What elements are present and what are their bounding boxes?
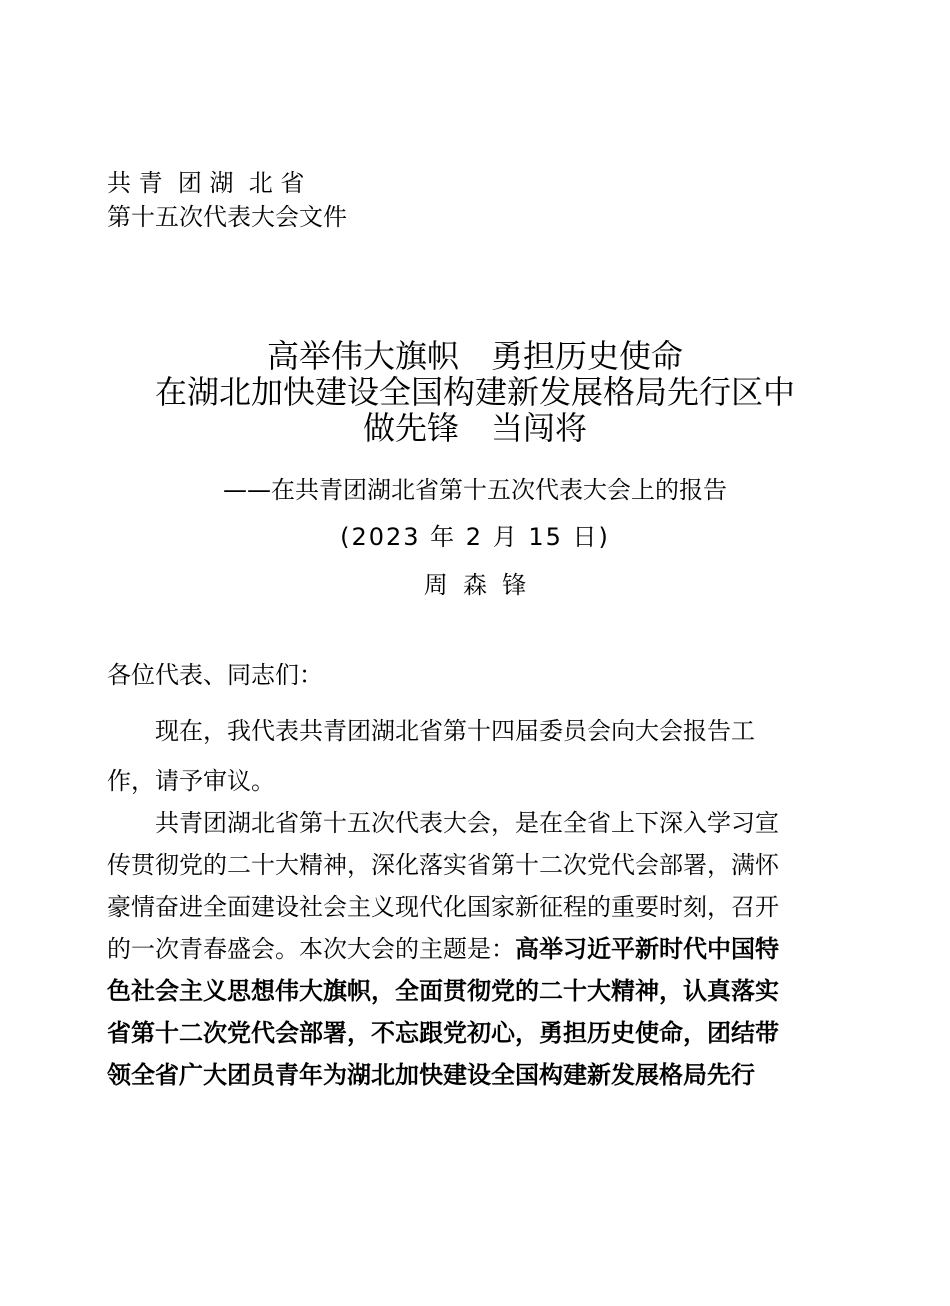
issuing-organization: 共 青 团 湖 北 省 (107, 169, 305, 197)
paragraph-2 (107, 802, 807, 1096)
paragraph-2-line: 共青团湖北省第十五次代表大会，是在全省上下深入学习宣 (107, 809, 779, 837)
paragraph-2-line (107, 928, 807, 970)
theme-line: 领全省广大团员青年为湖北加快建设全国构建新发展格局先行 (107, 1061, 755, 1089)
report-author: 周 森 锋 (423, 571, 527, 599)
paragraph-2-line: 豪情奋进全面建设社会主义现代化国家新征程的重要时刻，召开 (107, 893, 779, 921)
theme-intro: 的一次青春盛会。本次大会的主题是： (107, 935, 515, 963)
paragraph-1-line: 作，请予审议。 (107, 767, 275, 795)
paragraph-1-line: 现在，我代表共青团湖北省第十四届委员会向大会报告工 (107, 717, 755, 745)
title-line-3: 做先锋 当闯将 (362, 409, 587, 447)
document-header (107, 166, 347, 234)
theme-line: 色社会主义思想伟大旗帜，全面贯彻党的二十大精神，认真落实 (107, 977, 779, 1005)
paragraph-1 (107, 706, 807, 806)
title-line-2: 在湖北加快建设全国构建新发展格局先行区中 (154, 373, 795, 411)
theme-text-start: 高举习近平新时代中国特 (515, 935, 779, 963)
salutation: 各位代表、同志们： (107, 661, 323, 689)
report-date: (2023 年 2 月 15 日) (340, 523, 610, 551)
report-subtitle: ——在共青团湖北省第十五次代表大会上的报告 (223, 476, 727, 504)
document-series: 第十五次代表大会文件 (107, 203, 347, 231)
theme-line: 省第十二次党代会部署，不忘跟党初心，勇担历史使命，团结带 (107, 1019, 779, 1047)
title-line-1: 高举伟大旗帜 勇担历史使命 (266, 337, 683, 375)
paragraph-2-line: 传贯彻党的二十大精神，深化落实省第十二次党代会部署，满怀 (107, 851, 779, 879)
report-title (0, 338, 950, 446)
